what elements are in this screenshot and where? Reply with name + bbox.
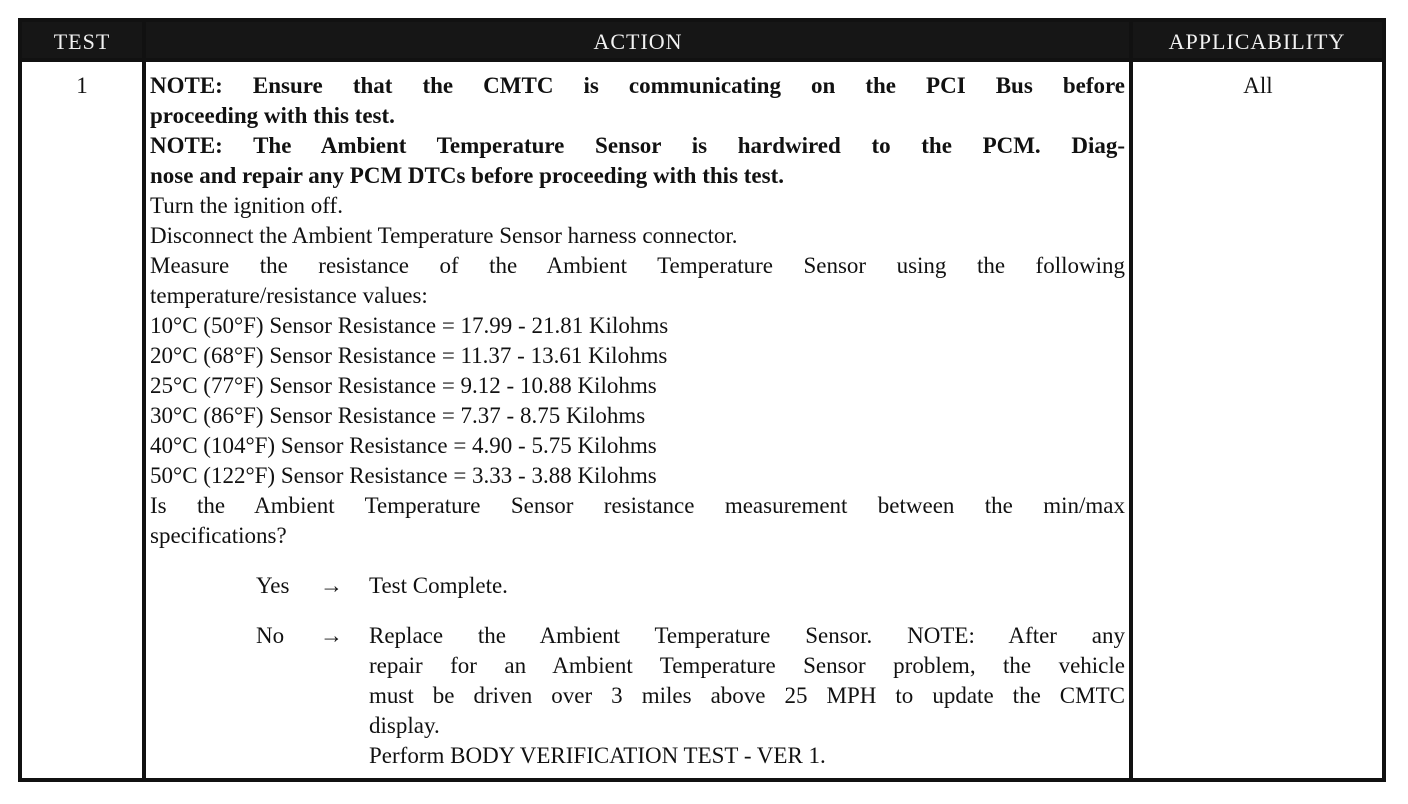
resistance-row-40c: 40°C (104°F) Sensor Resistance = 4.90 - 5.75 Kilohms [150, 433, 657, 458]
column-divider-2 [1129, 22, 1133, 778]
resistance-row-10c: 10°C (50°F) Sensor Resistance = 17.99 - 21.81 Kilohms [150, 313, 669, 338]
resistance-row-20c: 20°C (68°F) Sensor Resistance = 11.37 - 13.61 Kilohms [150, 343, 668, 368]
right-arrow-icon: → [320, 623, 343, 648]
answer-no-line-3: must be driven over 3 miles above 25 MPH to update the CMTC [369, 683, 1125, 708]
measure-line-2: temperature/resistance values: [150, 283, 428, 308]
answer-no-line-2: repair for an Ambient Temperature Sensor problem, the vehicle [369, 653, 1125, 678]
note-1-line-2: proceeding with this test. [150, 103, 395, 128]
diagnostic-test-table [18, 18, 1386, 782]
measure-line-1: Measure the resistance of the Ambient Temperature Sensor using the following [150, 253, 1125, 278]
header-applicability: APPLICABILITY [1168, 29, 1346, 54]
step-ignition-off: Turn the ignition off. [150, 193, 343, 218]
answer-yes-label: Yes [256, 573, 290, 598]
right-arrow-icon: → [320, 573, 343, 598]
column-divider-1 [142, 22, 146, 778]
answer-no-line-1: Replace the Ambient Temperature Sensor. NOTE: After any [369, 623, 1125, 648]
answer-yes [150, 571, 1125, 601]
resistance-row-50c: 50°C (122°F) Sensor Resistance = 3.33 - 3.88 Kilohms [150, 463, 657, 488]
answer-yes-text: Test Complete. [369, 573, 508, 598]
note-2-line-1: NOTE: The Ambient Temperature Sensor is hardwired to the PCM. Diag- [150, 133, 1125, 158]
step-disconnect-connector: Disconnect the Ambient Temperature Sensor harness connector. [150, 223, 738, 248]
applicability-value: All [1243, 73, 1273, 98]
question-line-1: Is the Ambient Temperature Sensor resistance measurement between the min/max [150, 493, 1125, 518]
answer-no-label: No [256, 623, 285, 648]
note-1-line-1: NOTE: Ensure that the CMTC is communicating on the PCI Bus before [150, 73, 1125, 98]
resistance-row-25c: 25°C (77°F) Sensor Resistance = 9.12 - 10.88 Kilohms [150, 373, 657, 398]
resistance-row-30c: 30°C (86°F) Sensor Resistance = 7.37 - 8.75 Kilohms [150, 403, 646, 428]
answer-no [150, 621, 1125, 771]
answer-no-line-5: Perform BODY VERIFICATION TEST - VER 1. [369, 743, 826, 768]
action-cell [150, 71, 1125, 771]
answer-no-line-4: display. [369, 713, 440, 738]
note-2-line-2: nose and repair any PCM DTCs before proceeding with this test. [150, 163, 784, 188]
test-number: 1 [76, 73, 88, 98]
header-action: ACTION [593, 29, 683, 54]
header-test: TEST [53, 29, 111, 54]
question-line-2: specifications? [150, 523, 287, 548]
table-header [22, 22, 1382, 62]
